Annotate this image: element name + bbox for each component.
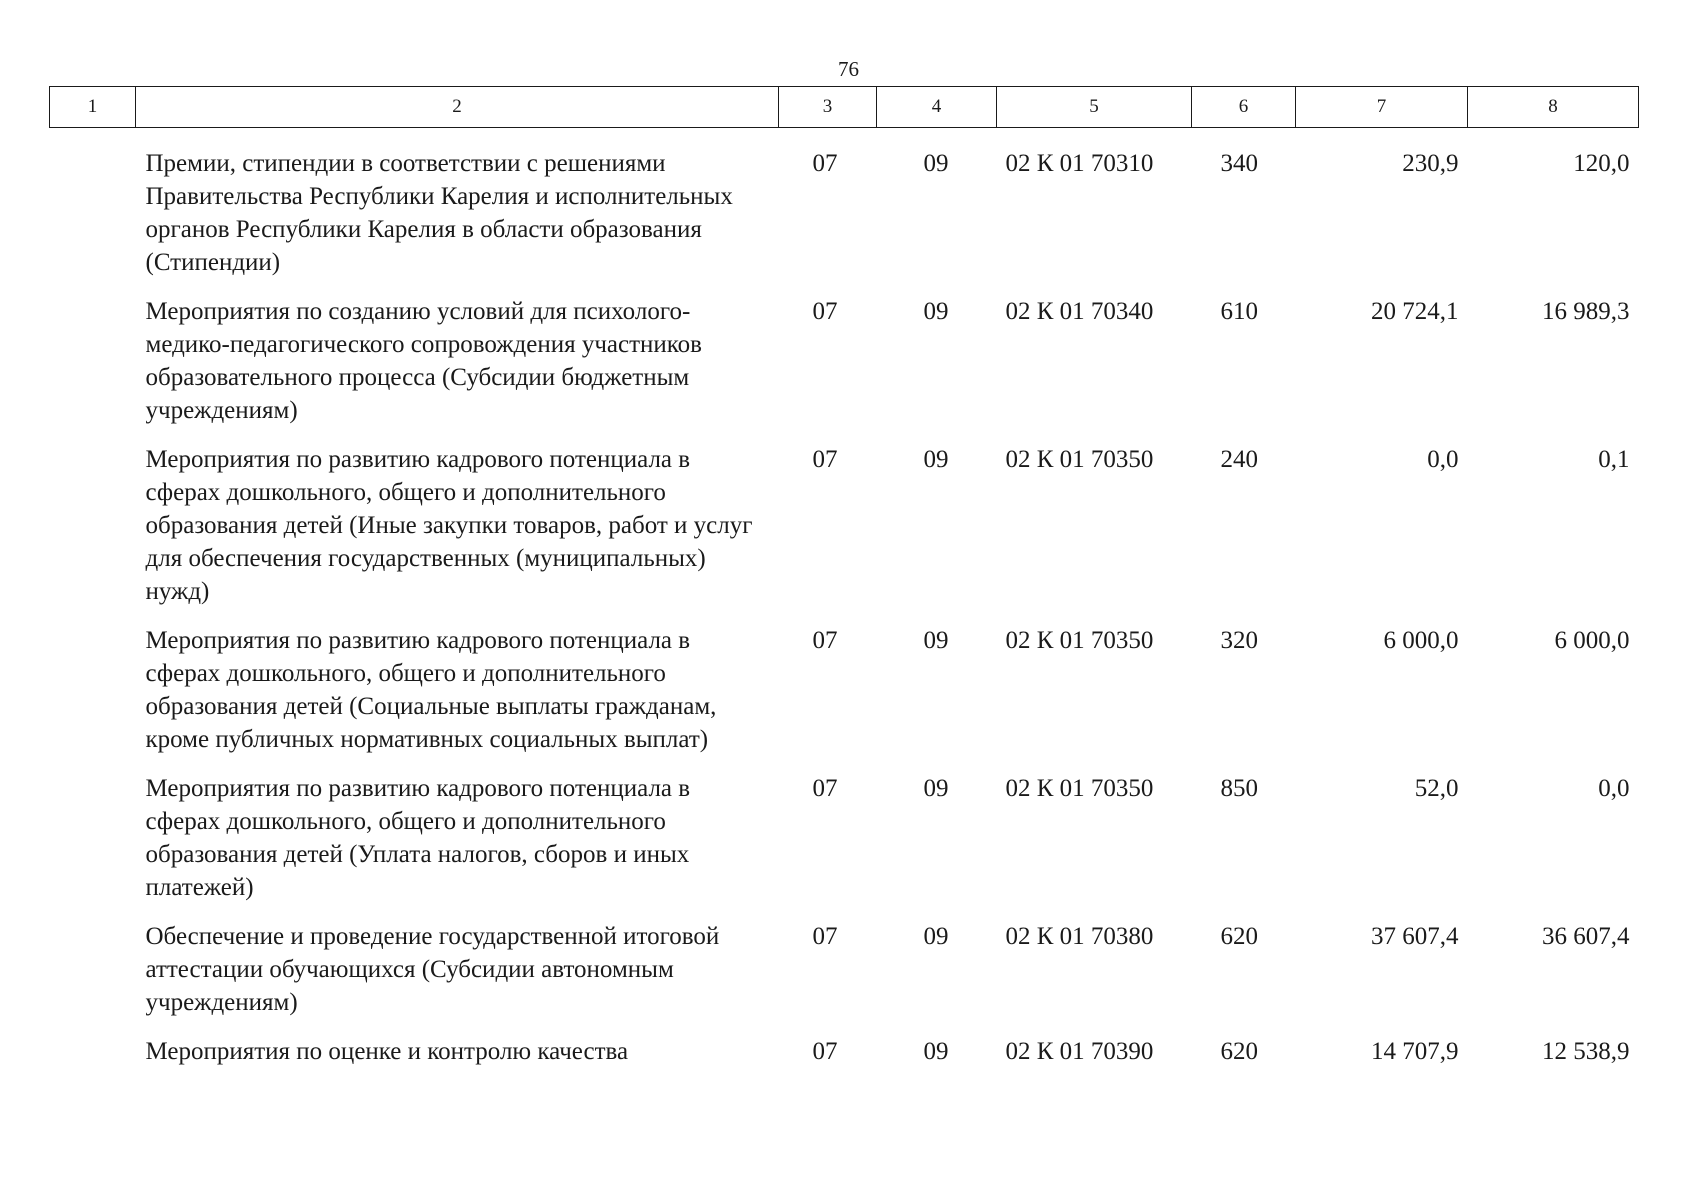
table-row <box>50 904 1639 1019</box>
column-header-5: 5 <box>997 87 1192 128</box>
expense-type-code: 850 <box>1220 775 1258 802</box>
column-header-4: 4 <box>877 87 997 128</box>
row-index-cell <box>50 904 136 1019</box>
expense-name: Обеспечение и проведение государственной итоговой аттестации обучающихся (Субсидии автономным учреждениям) <box>145 923 720 1016</box>
table-row <box>50 427 1639 608</box>
subsection-code: 09 <box>923 298 949 325</box>
expense-name: Мероприятия по оценке и контролю качества <box>145 1038 629 1065</box>
column-header-1: 1 <box>50 87 136 128</box>
subsection-code: 09 <box>923 1038 949 1065</box>
amount-year-2: 120,0 <box>1573 150 1630 177</box>
row-index-cell <box>50 427 136 608</box>
amount-year-1: 6 000,0 <box>1383 627 1459 654</box>
table-row <box>50 608 1639 756</box>
amount-year-2: 0,0 <box>1598 775 1630 802</box>
subsection-code: 09 <box>923 446 949 473</box>
subsection-code: 09 <box>923 150 949 177</box>
table-row <box>50 756 1639 904</box>
target-article-code: 02 К 01 70350 <box>1005 446 1154 473</box>
target-article-code: 02 К 01 70340 <box>1005 298 1154 325</box>
section-code: 07 <box>812 923 838 950</box>
expense-name: Мероприятия по созданию условий для психолого-медико-педагогического сопровождения участников образовательного процесса (Субсидии бюджетным учреждениям) <box>145 298 702 424</box>
expense-type-code: 240 <box>1220 446 1258 473</box>
table-row <box>50 279 1639 427</box>
column-number-row <box>50 87 1639 128</box>
target-article-code: 02 К 01 70350 <box>1005 775 1154 802</box>
column-header-2: 2 <box>136 87 779 128</box>
section-code: 07 <box>812 627 838 654</box>
section-code: 07 <box>812 298 838 325</box>
expense-name: Премии, стипендии в соответствии с решениями Правительства Республики Карелия и исполнительных органов Республики Карелия в области образования (Стипендии) <box>145 150 733 276</box>
target-article-code: 02 К 01 70390 <box>1005 1038 1154 1065</box>
section-code: 07 <box>812 1038 838 1065</box>
subsection-code: 09 <box>923 923 949 950</box>
column-header-6: 6 <box>1192 87 1296 128</box>
amount-year-2: 6 000,0 <box>1554 627 1630 654</box>
expense-name: Мероприятия по развитию кадрового потенциала в сферах дошкольного, общего и дополнительного образования детей (Уплата налогов, сборов и иных платежей) <box>145 775 691 901</box>
amount-year-2: 16 989,3 <box>1542 298 1630 325</box>
row-index-cell <box>50 279 136 427</box>
amount-year-1: 20 724,1 <box>1371 298 1459 325</box>
row-index-cell <box>50 756 136 904</box>
amount-year-1: 230,9 <box>1402 150 1459 177</box>
table-row <box>50 1019 1639 1068</box>
expense-name: Мероприятия по развитию кадрового потенциала в сферах дошкольного, общего и дополнительного образования детей (Социальные выплаты гражданам, кроме публичных нормативных социальных выплат) <box>145 627 717 753</box>
target-article-code: 02 К 01 70350 <box>1005 627 1154 654</box>
column-header-3: 3 <box>779 87 877 128</box>
amount-year-2: 12 538,9 <box>1542 1038 1630 1065</box>
target-article-code: 02 К 01 70310 <box>1005 150 1154 177</box>
expense-type-code: 620 <box>1220 1038 1258 1065</box>
section-code: 07 <box>812 150 838 177</box>
subsection-code: 09 <box>923 775 949 802</box>
column-header-8: 8 <box>1468 87 1639 128</box>
subsection-code: 09 <box>923 627 949 654</box>
page-number: 76 <box>838 57 859 81</box>
row-index-cell <box>50 608 136 756</box>
amount-year-1: 14 707,9 <box>1371 1038 1459 1065</box>
row-index-cell <box>50 1019 136 1068</box>
expense-type-code: 320 <box>1220 627 1258 654</box>
expense-type-code: 620 <box>1220 923 1258 950</box>
amount-year-2: 36 607,4 <box>1542 923 1630 950</box>
section-code: 07 <box>812 446 838 473</box>
budget-table <box>49 86 1639 1068</box>
row-index-cell <box>50 128 136 280</box>
expense-type-code: 610 <box>1220 298 1258 325</box>
column-header-7: 7 <box>1296 87 1468 128</box>
section-code: 07 <box>812 775 838 802</box>
amount-year-1: 37 607,4 <box>1371 923 1459 950</box>
expense-name: Мероприятия по развитию кадрового потенциала в сферах дошкольного, общего и дополнительного образования детей (Иные закупки товаров, работ и услуг для обеспечения государственных (муниципальных) нужд) <box>145 446 753 605</box>
target-article-code: 02 К 01 70380 <box>1005 923 1154 950</box>
expense-type-code: 340 <box>1220 150 1258 177</box>
amount-year-1: 0,0 <box>1427 446 1459 473</box>
amount-year-2: 0,1 <box>1598 446 1630 473</box>
amount-year-1: 52,0 <box>1414 775 1459 802</box>
table-row <box>50 128 1639 280</box>
